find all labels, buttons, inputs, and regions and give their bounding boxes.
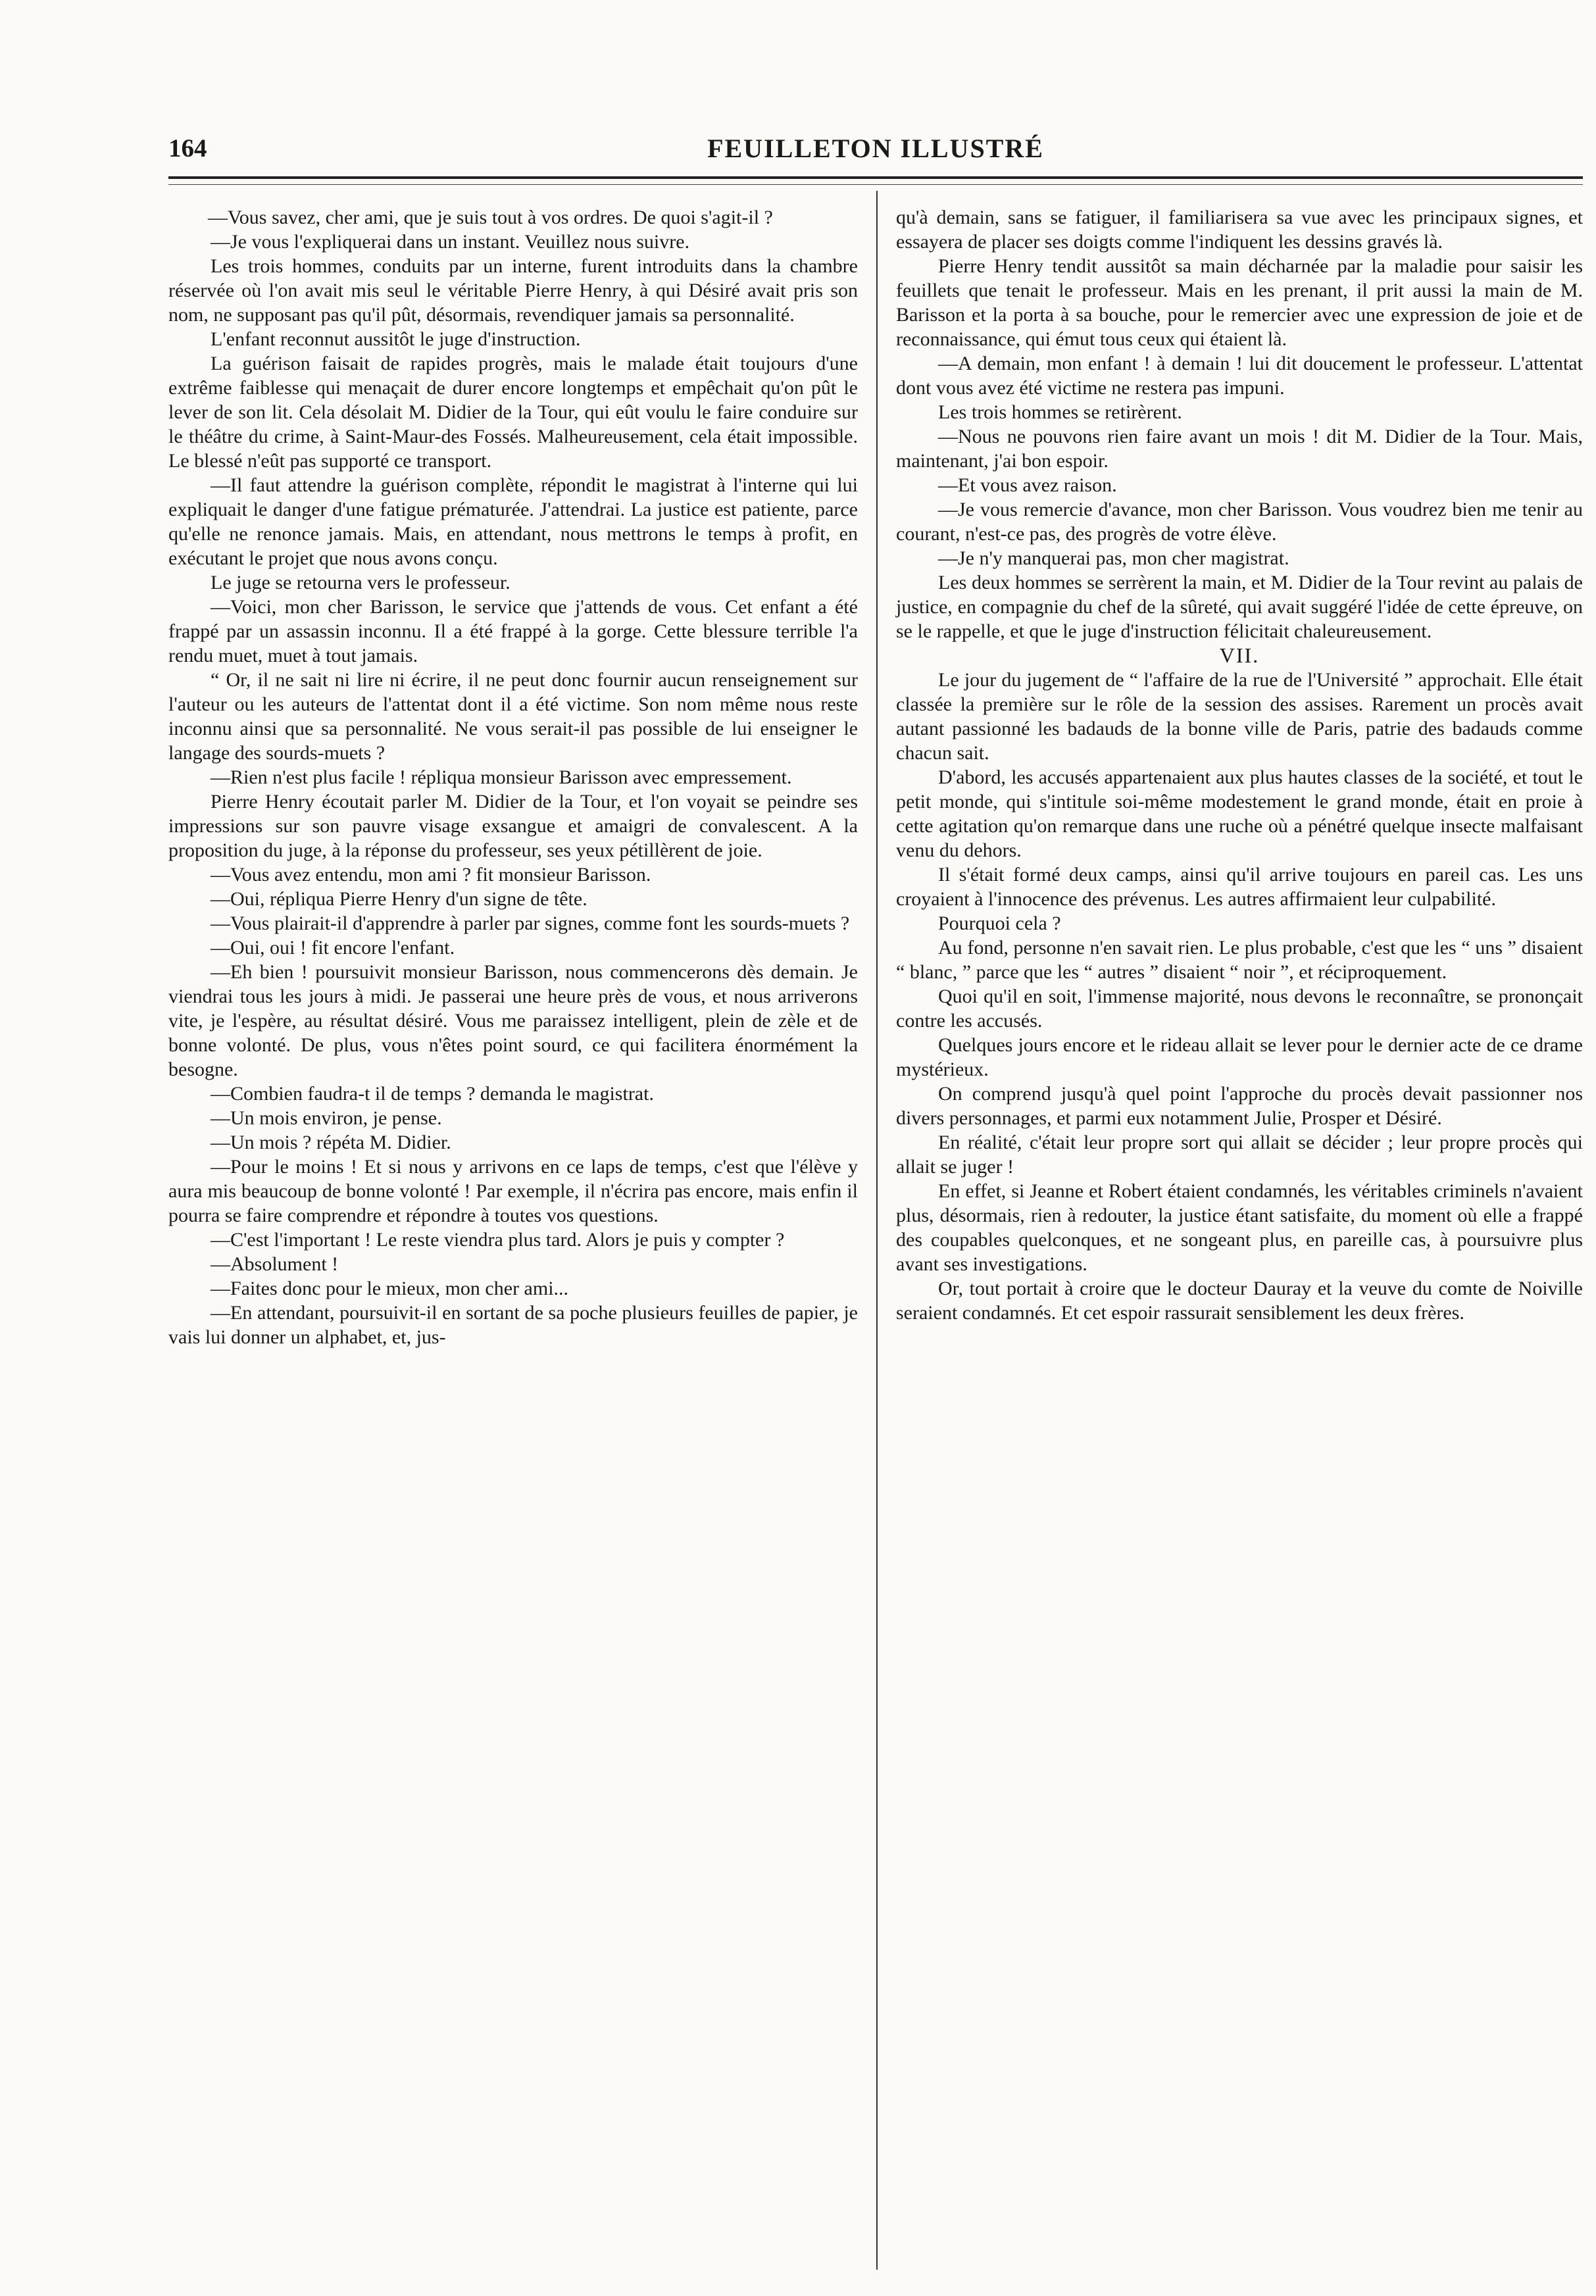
paragraph: Pierre Henry écoutait parler M. Didier de la Tour, et l'on voyait se peindre ses impressions sur son pauvre visage exsangue et amaigri de convalescent. A la proposition du juge, à la réponse du professeur, ses yeux pétillèrent de joie. xyxy=(168,791,858,861)
paragraph: Les trois hommes se retirèrent. xyxy=(938,401,1182,423)
paragraph: La guérison faisait de rapides progrès, mais le malade était toujours d'une extrême faiblesse qui menaçait de durer encore longtemps et empêchait qu'on pût le lever de son lit. Cela désolait M. Didier de la Tour, qui eût voulu le faire conduire sur le théâtre du crime, à Saint-Maur-des Fossés. Malheureusement, cela était impossible. Le blessé n'eût pas supporté ce transport. xyxy=(168,353,858,472)
page-header xyxy=(168,129,1583,168)
journal-title: FEUILLETON ILLUSTRÉ xyxy=(707,134,1044,163)
paragraph: On comprend jusqu'à quel point l'approche du procès devait passionner nos divers personnages, et parmi eux notamment Julie, Prosper et Désiré. xyxy=(896,1083,1583,1129)
paragraph: D'abord, les accusés appartenaient aux plus hautes classes de la société, et tout le petit monde, qui s'intitule soi-même modestement le grand monde, était en proie à cette agitation qu'on remarque dans une ruche où a pénétré quelque insecte malfaisant venu du dehors. xyxy=(896,766,1583,861)
paragraph: —Vous plairait-il d'apprendre à parler par signes, comme font les sourds-muets ? xyxy=(211,912,850,934)
page-number: 164 xyxy=(168,134,207,162)
paragraph: —Absolument ! xyxy=(211,1253,339,1275)
paragraph: —Faites donc pour le mieux, mon cher ami... xyxy=(211,1278,569,1299)
paragraph: —Je vous remercie d'avance, mon cher Barisson. Vous voudrez bien me tenir au courant, n'est-ce pas, des progrès de votre élève. xyxy=(896,499,1583,545)
header-rule xyxy=(168,176,1583,179)
paragraph: —Je vous l'expliquerai dans un instant. Veuillez nous suivre. xyxy=(211,231,690,253)
paragraph: Or, tout portait à croire que le docteur Dauray et la veuve du comte de Noiville seraient condamnés. Et cet espoir rassurait sensiblement les deux frères. xyxy=(896,1278,1583,1324)
paragraph: —Combien faudra-t il de temps ? demanda le magistrat. xyxy=(211,1083,654,1105)
paragraph: L'enfant reconnut aussitôt le juge d'instruction. xyxy=(211,328,581,350)
paragraph: Pierre Henry tendit aussitôt sa main décharnée par la maladie pour saisir les feuillets que tenait le professeur. Mais en les prenant, il prit aussi la main de M. Barisson et la porta à sa bouche, pour le remercier avec une expression de joie et de reconnaissance, qui émut tous ceux qui étaient là. xyxy=(896,255,1583,350)
column-divider xyxy=(876,191,878,2270)
paragraph: Les trois hommes, conduits par un interne, furent introduits dans la chambre réservée où l'on avait mis seul le véritable Pierre Henry, à qui Désiré avait pris son nom, ne supposant pas qu'il pût, désormais, revendiquer jamais sa personnalité. xyxy=(168,255,858,326)
paragraph: qu'à demain, sans se fatiguer, il familiarisera sa vue avec les principaux signes, et essayera de placer ses doigts comme l'indiquent les dessins gravés là. xyxy=(896,207,1583,253)
paragraph: —Pour le moins ! Et si nous y arrivons en ce laps de temps, c'est que l'élève y aura mis beaucoup de bonne volonté ! Par exemple, il n'écrira pas encore, mais enfin il pourra se faire comprendre et répondre à toutes vos questions. xyxy=(168,1156,858,1226)
paragraph: —Vous savez, cher ami, que je suis tout à vos ordres. De quoi s'agit-il ? xyxy=(208,207,773,228)
paragraph: Au fond, personne n'en savait rien. Le plus probable, c'est que les “ uns ” disaient “ blanc, ” parce que les “ autres ” disaient “ noir ”, et réciproquement. xyxy=(896,937,1583,983)
paragraph: —Nous ne pouvons rien faire avant un mois ! dit M. Didier de la Tour. Mais, maintenant, j'ai bon espoir. xyxy=(896,426,1583,472)
header-rule-thin xyxy=(168,184,1583,185)
paragraph: —Oui, répliqua Pierre Henry d'un signe de tête. xyxy=(211,888,587,910)
right-column xyxy=(896,205,1583,1325)
paragraph: “ Or, il ne sait ni lire ni écrire, il ne peut donc fournir aucun renseignement sur l'auteur ou les auteurs de l'attentat dont il a été victime. Son nom même nous reste inconnu ainsi que sa personnalité. Ne vous serait-il pas possible de lui enseigner le langage des sourds-muets ? xyxy=(168,669,858,764)
paragraph: Quoi qu'il en soit, l'immense majorité, nous devons le reconnaître, se prononçait contre les accusés. xyxy=(896,986,1583,1032)
paragraph: —A demain, mon enfant ! à demain ! lui dit doucement le professeur. L'attentat dont vous avez été victime ne restera pas impuni. xyxy=(896,353,1583,399)
paragraph: —Et vous avez raison. xyxy=(938,474,1117,496)
paragraph: —Voici, mon cher Barisson, le service que j'attends de vous. Cet enfant a été frappé par un assassin inconnu. Il a été frappé à la gorge. Cette blessure terrible l'a rendu muet, muet à tout jamais. xyxy=(168,596,858,666)
paragraph: —Rien n'est plus facile ! répliqua monsieur Barisson avec empressement. xyxy=(211,766,792,788)
paragraph: —Je n'y manquerai pas, mon cher magistrat. xyxy=(938,547,1289,569)
paragraph: —Vous avez entendu, mon ami ? fit monsieur Barisson. xyxy=(211,864,651,886)
paragraph: —Un mois ? répéta M. Didier. xyxy=(211,1132,451,1153)
left-column xyxy=(168,205,858,1349)
paragraph: Le jour du jugement de “ l'affaire de la rue de l'Université ” approchait. Elle était classée la première sur le rôle de la session des assises. Rarement un procès avait autant passionné les badauds de la bonne ville de Paris, patrie des badauds comme chacun sait. xyxy=(896,669,1583,764)
paragraph: —C'est l'important ! Le reste viendra plus tard. Alors je puis y compter ? xyxy=(211,1229,785,1251)
paragraph: En réalité, c'était leur propre sort qui allait se décider ; leur propre procès qui allait se juger ! xyxy=(896,1132,1583,1178)
paragraph: —Un mois environ, je pense. xyxy=(211,1107,442,1129)
paragraph: —Il faut attendre la guérison complète, répondit le magistrat à l'interne qui lui expliquait le danger d'une fatigue prématurée. J'attendrai. La justice est patiente, parce qu'elle ne renonce jamais. Mais, en attendant, nous mettrons le temps à profit, en exécutant le projet que nous avons conçu. xyxy=(168,474,858,569)
paragraph: Pourquoi cela ? xyxy=(938,912,1061,934)
paragraph: Le juge se retourna vers le professeur. xyxy=(211,572,511,593)
section-heading: VII. xyxy=(1219,643,1260,667)
paragraph: —Eh bien ! poursuivit monsieur Barisson, nous commencerons dès demain. Je viendrai tous les jours à midi. Je passerai une heure près de vous, et nous arriverons vite, je l'espère, au résultat désiré. Vous me paraissez intelligent, plein de zèle et de bonne volonté. De plus, vous n'êtes point sourd, ce qui facilitera énormément la besogne. xyxy=(168,961,858,1080)
paragraph: Quelques jours encore et le rideau allait se lever pour le dernier acte de ce drame mystérieux. xyxy=(896,1034,1583,1080)
paragraph: En effet, si Jeanne et Robert étaient condamnés, les véritables criminels n'avaient plus, désormais, rien à redouter, la justice étant satisfaite, du moment où elle a frappé des coupables quelconques, et ne songeant plus, en pareille cas, à poursuivre plus avant ses investigations. xyxy=(896,1180,1583,1275)
paragraph: —En attendant, poursuivit-il en sortant de sa poche plusieurs feuilles de papier, je vais lui donner un alphabet, et, jus- xyxy=(168,1302,858,1348)
paragraph: Les deux hommes se serrèrent la main, et M. Didier de la Tour revint au palais de justice, en compagnie du chef de la sûreté, qui avait suggéré l'idée de cette épreuve, on se le rappelle, et que le juge d'instruction félicitait chaleureusement. xyxy=(896,572,1583,642)
paragraph: —Oui, oui ! fit encore l'enfant. xyxy=(211,937,455,959)
paragraph: Il s'était formé deux camps, ainsi qu'il arrive toujours en pareil cas. Les uns croyaient à l'innocence des prévenus. Les autres affirmaient leur culpabilité. xyxy=(896,864,1583,910)
